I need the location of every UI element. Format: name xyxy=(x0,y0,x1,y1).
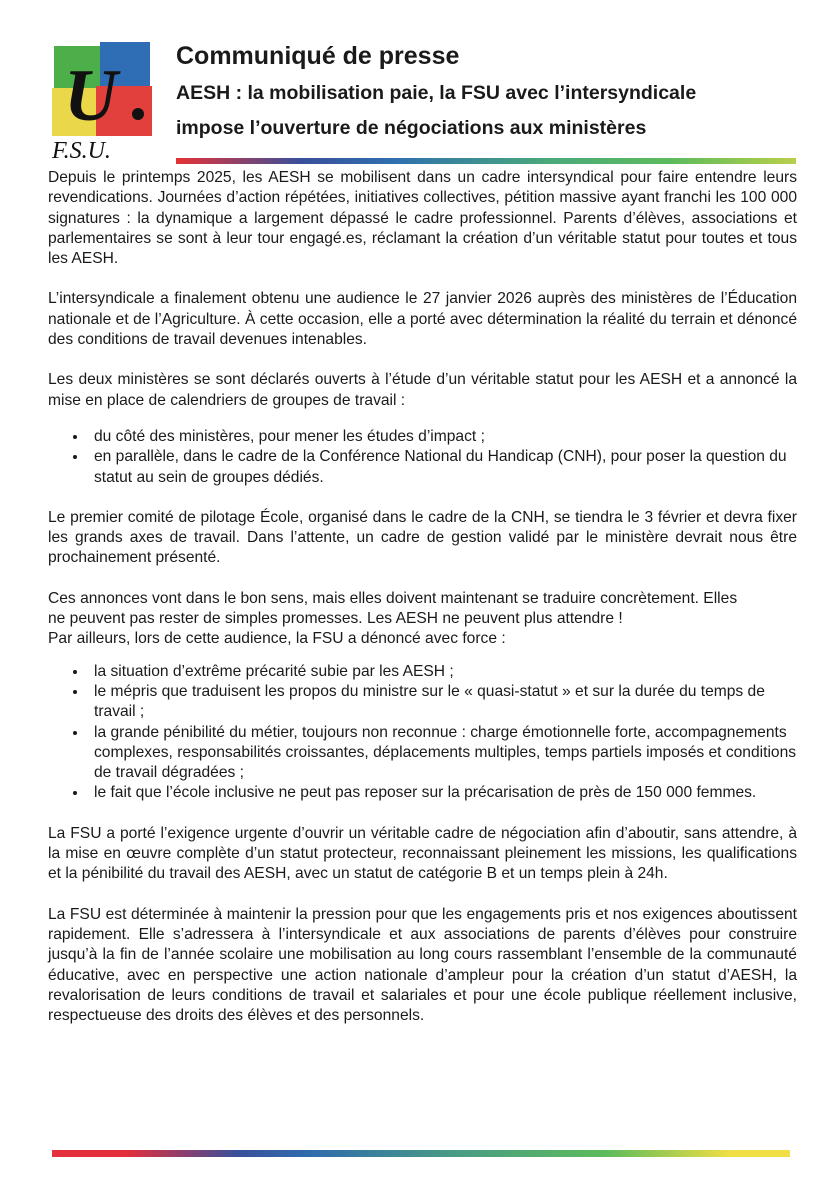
list-item: • du côté des ministères, pour mener les études d’impact ; xyxy=(88,427,797,447)
subtitle-line-2: impose l’ouverture de négociations aux ministères xyxy=(176,117,647,139)
paragraph: La FSU a porté l’exigence urgente d’ouvrir un véritable cadre de négociation afin d’aboutir, sans attendre, à la mise en œuvre complète d’un statut protecteur, reconnaissant pleinement les missions, les qualifications et la pénibilité du travail des AESH, avec un statut de catégorie B et un temps plein à 24h. xyxy=(48,824,797,883)
svg-text:U: U xyxy=(64,55,118,137)
paragraph: Depuis le printemps 2025, les AESH se mobilisent dans un cadre intersyndical pour faire entendre leurs revendications. Journées d’action répétées, initiatives collectives, pétition massive ayant franchi les 100 000 signatures : la dynamique a largement dépassé le cadre professionnel. Parents d’élèves, associations et parlementaires se sont à leur tour engagé.es, réclamant la création d’un véritable statut pour toutes et tous les AESH. xyxy=(48,169,797,268)
subtitle-line-1: AESH : la mobilisation paie, la FSU avec l’intersyndicale xyxy=(176,82,697,104)
paragraph: Ces annonces vont dans le bon sens, mais elles doivent maintenant se traduire concrètement. Elles ne peuvent pas rester de simples promesses. Les AESH ne peuvent plus attendre ! xyxy=(48,589,738,628)
bullet-list xyxy=(48,427,797,488)
paragraph: L’intersyndicale a finalement obtenu une audience le 27 janvier 2026 auprès des ministères de l’Éducation nationale et de l’Agriculture. À cette occasion, elle a porté avec détermination la réalité du terrain et dénoncé des conditions de travail devenues intenables. xyxy=(48,290,797,349)
footer-divider xyxy=(52,1150,790,1157)
list-item: • la grande pénibilité du métier, toujours non reconnue : charge émotionnelle forte, accompagnements complexes, responsabilités croissantes, déplacements multiples, temps partiels imposés et conditions de travail dégradées ; xyxy=(88,723,797,784)
bullet-list xyxy=(48,662,797,804)
fsu-logo-wordmark: F.S.U. xyxy=(52,138,111,164)
list-item: • en parallèle, dans le cadre de la Conférence National du Handicap (CNH), pour poser la question du statut au sein de groupes dédiés. xyxy=(88,447,797,488)
paragraph: Les deux ministères se sont déclarés ouverts à l’étude d’un véritable statut pour les AESH et a annoncé la mise en place de calendriers de groupes de travail : xyxy=(48,371,797,409)
press-release-body xyxy=(48,168,797,1046)
list-item: • la situation d’extrême précarité subie par les AESH ; xyxy=(88,662,797,682)
list-item: • le fait que l’école inclusive ne peut pas reposer sur la précarisation de près de 150 000 femmes. xyxy=(88,783,797,803)
list-item: • le mépris que traduisent les propos du ministre sur le « quasi-statut » et sur la durée du temps de travail ; xyxy=(88,682,797,723)
page-title: Communiqué de presse xyxy=(176,42,460,70)
paragraph: La FSU est déterminée à maintenir la pression pour que les engagements pris et nos exigences aboutissent rapidement. Elle s’adressera à l’intersyndicale et aux associations de parents d’élèves pour construire jusqu’à la fin de l’année scolaire une mobilisation au long cours rassemblant l’ensemble de la communauté éducative, avec en perspective une action nationale d’ampleur pour la création d’un statut d’AESH, la revalorisation de leurs conditions de travail et salariales et pour une école publique réellement inclusive, respectueuse des droits des élèves et des personnels. xyxy=(48,905,797,1025)
header-divider xyxy=(176,158,796,164)
paragraph: Le premier comité de pilotage École, organisé dans le cadre de la CNH, se tiendra le 3 février et devra fixer les grands axes de travail. Dans l’attente, un cadre de gestion validé par le ministère devrait nous être prochainement présenté. xyxy=(48,508,797,567)
fsu-logo xyxy=(50,42,166,138)
paragraph: Par ailleurs, lors de cette audience, la FSU a dénoncé avec force : xyxy=(48,630,506,648)
